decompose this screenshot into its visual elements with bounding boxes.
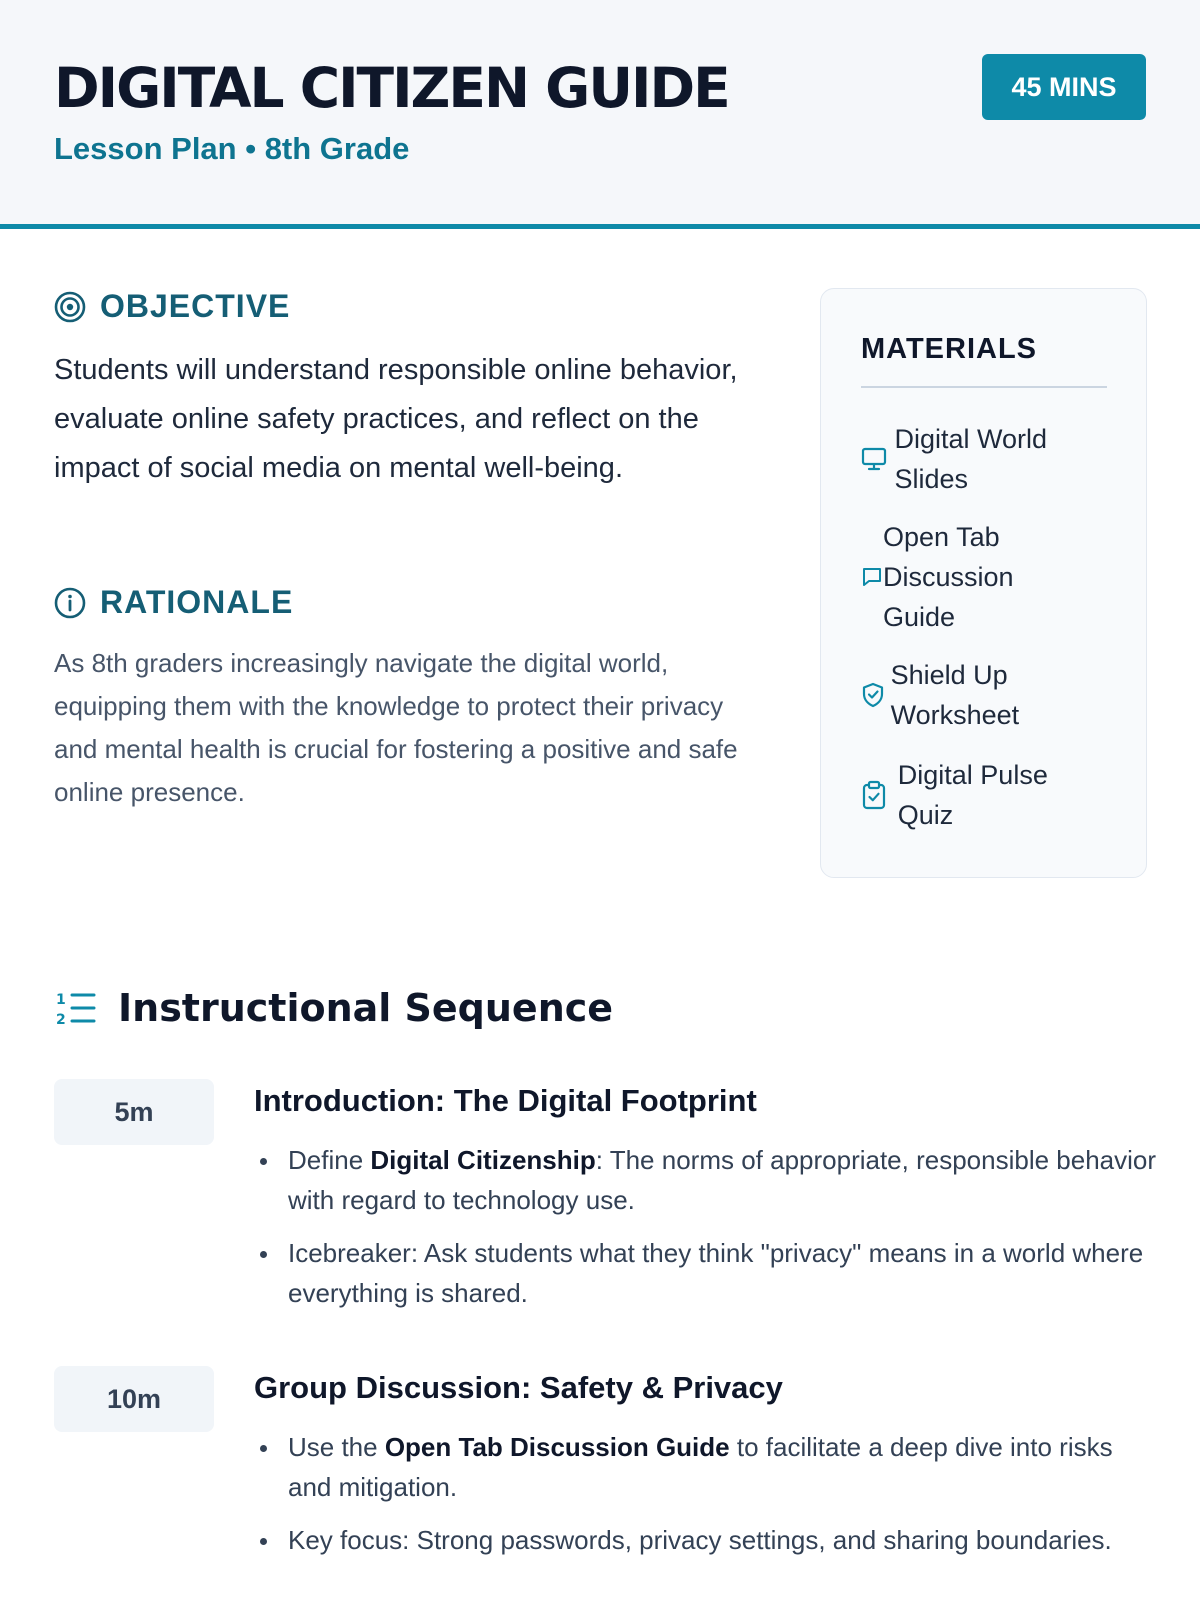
material-label: Digital Pulse Quiz [897, 760, 1048, 830]
page-title: DIGITAL CITIZEN GUIDE [54, 56, 729, 120]
material-label: Open Tab Discussion Guide [883, 522, 1014, 632]
material-item[interactable] [861, 655, 1061, 735]
list-item: Icebreaker: Ask students what they think "privacy" means in a world where everything is shared. [258, 1233, 1158, 1313]
numbered-list-icon [54, 989, 96, 1027]
rationale-heading-label: RATIONALE [100, 584, 294, 620]
monitor-icon [861, 446, 895, 472]
clipboard-check-icon [861, 780, 898, 810]
step-bullets [258, 1427, 1158, 1573]
material-item[interactable] [861, 755, 1061, 835]
chat-bubble-icon [861, 566, 883, 588]
time-pill: 5m [54, 1079, 214, 1145]
material-item[interactable] [861, 419, 1061, 499]
target-icon [54, 291, 86, 323]
page-header [0, 0, 1200, 229]
sequence-heading [54, 986, 613, 1030]
step-bullets [258, 1140, 1158, 1326]
page-subtitle: Lesson Plan • 8th Grade [54, 131, 410, 166]
material-label: Digital World Slides [894, 424, 1048, 494]
rationale-heading [54, 584, 293, 621]
step-title: Introduction: The Digital Footprint [254, 1083, 757, 1118]
objective-heading-label: OBJECTIVE [100, 288, 291, 324]
list-item: Key focus: Strong passwords, privacy settings, and sharing boundaries. [258, 1520, 1158, 1560]
time-pill: 10m [54, 1366, 214, 1432]
rationale-text: As 8th graders increasingly navigate the digital world, equipping them with the knowledge to protect their privacy and mental health is crucial for fostering a positive and safe online presence. [54, 648, 738, 807]
duration-badge: 45 MINS [982, 54, 1146, 120]
objective-text: Students will understand responsible online behavior, evaluate online safety practices, and reflect on the impact of social media on mental well-being. [54, 354, 738, 484]
svg-text:2: 2 [56, 1012, 66, 1027]
materials-title: MATERIALS [861, 333, 1107, 388]
objective-heading [54, 288, 290, 325]
sequence-heading-label: Instructional Sequence [118, 986, 614, 1030]
list-item: Use the Open Tab Discussion Guide to facilitate a deep dive into risks and mitigation. [258, 1427, 1158, 1507]
info-icon [54, 587, 86, 619]
material-label: Shield Up Worksheet [890, 660, 1020, 730]
materials-card [820, 288, 1147, 878]
list-item: Define Digital Citizenship: The norms of appropriate, responsible behavior with regard to technology use. [258, 1140, 1158, 1220]
step-title: Group Discussion: Safety & Privacy [254, 1370, 783, 1405]
shield-check-icon [861, 682, 891, 708]
material-item[interactable] [861, 517, 1061, 637]
svg-text:1: 1 [56, 992, 66, 1008]
